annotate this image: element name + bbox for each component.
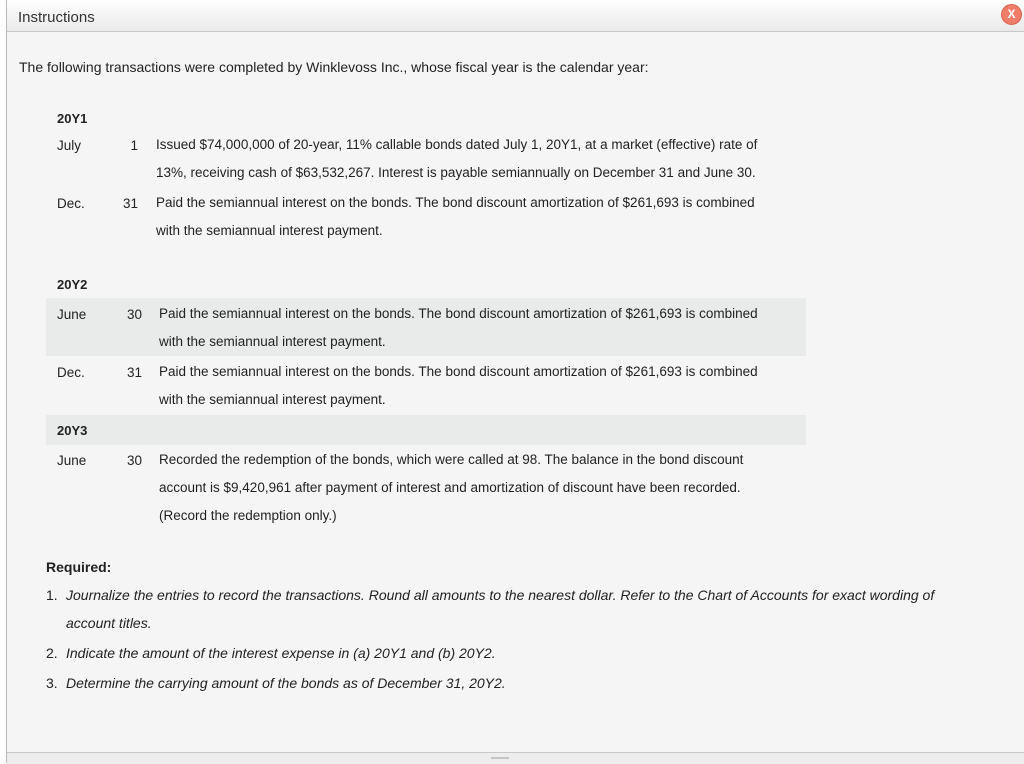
entry-line: account is $9,420,961 after payment of interest and amortization of discount have been recorded.	[159, 480, 741, 495]
entry-line: Paid the semiannual interest on the bonds. The bond discount amortization of $261,693 is combined	[156, 195, 755, 210]
entry-line: Issued $74,000,000 of 20-year, 11% callable bonds dated July 1, 20Y1, at a market (effective) rate of	[156, 137, 758, 152]
close-button[interactable]: X	[1001, 4, 1022, 25]
year-heading-20y1: 20Y1	[57, 111, 88, 126]
year-heading-20y3: 20Y3	[57, 423, 88, 438]
required-item-2	[46, 639, 946, 667]
instructions-window	[6, 0, 1024, 763]
bottom-bar	[7, 752, 1024, 764]
required-number: 2.	[46, 645, 58, 661]
entry-month: Dec.	[57, 196, 85, 211]
required-number: 1.	[46, 587, 58, 603]
entry-day: 30	[126, 453, 142, 468]
entry-description	[156, 131, 757, 187]
entry-line: Paid the semiannual interest on the bonds. The bond discount amortization of $261,693 is combined	[159, 364, 758, 379]
title-bar[interactable]	[7, 0, 1024, 32]
entry-month: June	[57, 307, 87, 322]
entry-line: Paid the semiannual interest on the bonds. The bond discount amortization of $261,693 is combined	[159, 306, 758, 321]
entry-line: with the semiannual interest payment.	[159, 392, 386, 407]
required-number: 3.	[46, 675, 58, 691]
required-text: Indicate the amount of the interest expense in (a) 20Y1 and (b) 20Y2.	[66, 645, 496, 661]
entry-day: 1	[130, 138, 138, 153]
entry-line: with the semiannual interest payment.	[159, 334, 386, 349]
entry-month: Dec.	[57, 365, 85, 380]
entry-line: with the semiannual interest payment.	[156, 223, 383, 238]
required-item-1	[46, 581, 946, 637]
entry-month: June	[57, 453, 87, 468]
row-highlight	[46, 415, 806, 445]
entry-day: 31	[126, 365, 142, 380]
entry-month: July	[57, 138, 82, 153]
entry-day: 30	[126, 307, 142, 322]
entry-line: (Record the redemption only.)	[159, 508, 337, 523]
required-heading: Required:	[46, 559, 112, 575]
entry-line: 13%, receiving cash of $63,532,267. Interest is payable semiannually on December 31 and June 30.	[156, 165, 756, 180]
intro-text: The following transactions were completed by Winklevoss Inc., whose fiscal year is the calendar year:	[19, 59, 649, 75]
required-item-3	[46, 669, 946, 697]
resize-grip-icon[interactable]	[491, 757, 509, 759]
entry-description	[156, 189, 755, 245]
entry-line: Recorded the redemption of the bonds, which were called at 98. The balance in the bond discount	[159, 452, 744, 467]
entry-description	[159, 300, 758, 356]
window-title: Instructions	[18, 9, 95, 26]
year-heading-20y2: 20Y2	[57, 277, 88, 292]
entry-description	[159, 446, 743, 530]
required-text: Determine the carrying amount of the bonds as of December 31, 20Y2.	[66, 675, 506, 691]
entry-description	[159, 358, 758, 414]
entry-day: 31	[122, 196, 138, 211]
required-text: account titles.	[66, 615, 152, 631]
required-text: Journalize the entries to record the transactions. Round all amounts to the nearest dollar. Refer to the Chart of Accounts for exact wording of	[66, 587, 935, 603]
